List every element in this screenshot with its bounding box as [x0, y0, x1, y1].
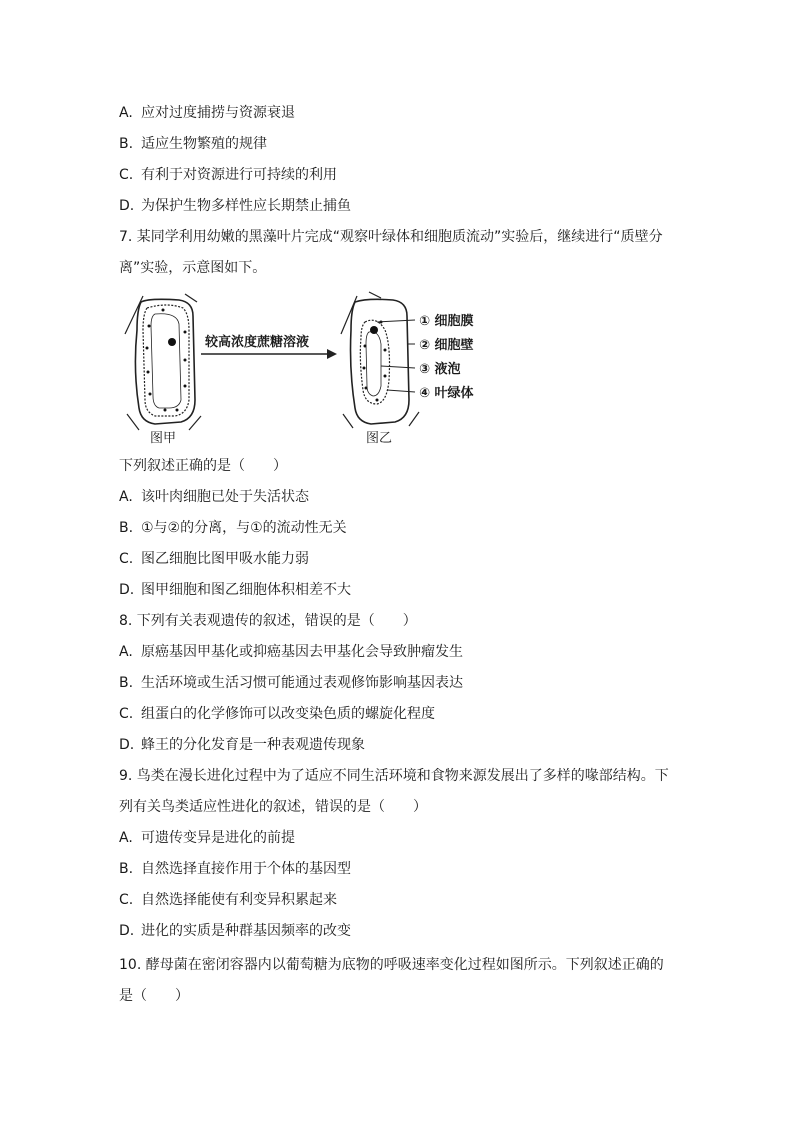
q8-option-d: D. 蜂王的分化发育是一种表观遗传现象: [119, 737, 365, 753]
q9-option-d: D. 进化的实质是种群基因频率的改变: [119, 923, 351, 939]
q8-option-c: C. 组蛋白的化学修饰可以改变染色质的螺旋化程度: [119, 706, 435, 722]
q9-stem-line1: 9. 鸟类在漫长进化过程中为了适应不同生活环境和食物来源发展出了多样的喙部结构。下: [119, 768, 669, 784]
leader-4: [387, 390, 415, 392]
caption-yi: 图乙: [365, 431, 393, 446]
q7-question: 下列叙述正确的是（ ）: [119, 458, 287, 474]
label-membrane: ① 细胞膜: [419, 314, 474, 329]
q9-option-c: C. 自然选择能使有利变异积累起来: [119, 892, 337, 908]
q10-stem-line2: 是（ ）: [119, 988, 189, 1004]
label-wall: ② 细胞壁: [419, 338, 474, 353]
cell-yi: [341, 292, 419, 428]
arrow-label: 较高浓度蔗糖溶液: [205, 335, 310, 350]
q10-stem-line1: 10. 酵母菌在密闭容器内以葡萄糖为底物的呼吸速率变化过程如图所示。下列叙述正确的: [119, 957, 664, 973]
q7-stem-line1: 7. 某同学利用幼嫩的黑藻叶片完成“观察叶绿体和细胞质流动”实验后，继续进行“质壁分: [119, 229, 663, 245]
q7-option-c: C. 图乙细胞比图甲吸水能力弱: [119, 551, 309, 567]
q7-stem-line2: 离”实验，示意图如下。: [119, 260, 267, 276]
cell-jia: [125, 294, 201, 430]
q9-stem-line2: 列有关鸟类适应性进化的叙述，错误的是（ ）: [119, 799, 427, 815]
caption-jia: 图甲: [149, 431, 177, 446]
arrow-head: [327, 349, 337, 359]
q7-option-d: D. 图甲细胞和图乙细胞体积相差不大: [119, 582, 351, 598]
label-vacuole: ③ 液泡: [419, 362, 461, 377]
leader-3: [381, 366, 415, 368]
q6-option-b: B. 适应生物繁殖的规律: [119, 136, 267, 152]
q9-option-a: A. 可遗传变异是进化的前提: [119, 830, 295, 846]
q8-option-a: A. 原癌基因甲基化或抑癌基因去甲基化会导致肿瘤发生: [119, 644, 463, 660]
q8-stem: 8. 下列有关表观遗传的叙述，错误的是（ ）: [119, 613, 417, 629]
q7-option-a: A. 该叶肉细胞已处于失活状态: [119, 489, 309, 505]
label-chloroplast: ④ 叶绿体: [419, 386, 474, 401]
q7-option-b: B. ①与②的分离，与①的流动性无关: [119, 520, 347, 536]
q6-option-a: A. 应对过度捕捞与资源衰退: [119, 105, 295, 121]
leader-1: [377, 320, 415, 322]
plasmolysis-figure: [119, 290, 499, 448]
q6-option-d: D. 为保护生物多样性应长期禁止捕鱼: [119, 198, 351, 214]
q6-option-c: C. 有利于对资源进行可持续的利用: [119, 167, 337, 183]
q9-option-b: B. 自然选择直接作用于个体的基因型: [119, 861, 351, 877]
q8-option-b: B. 生活环境或生活习惯可能通过表观修饰影响基因表达: [119, 675, 463, 691]
plasmolysis-diagram: [119, 290, 499, 448]
